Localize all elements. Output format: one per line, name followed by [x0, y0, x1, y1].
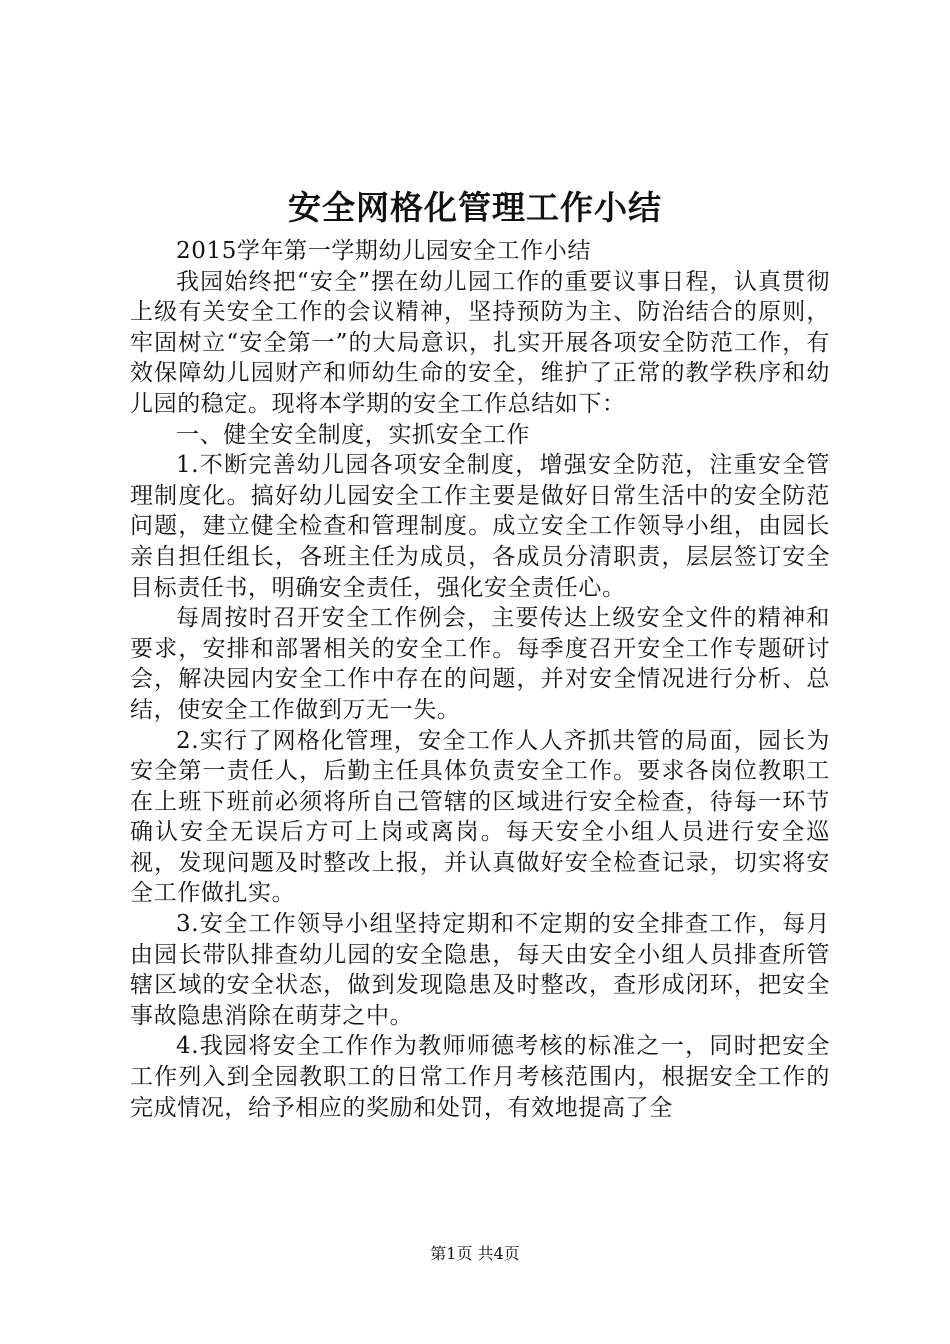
paragraph-weekly-meeting: 每周按时召开安全工作例会，主要传达上级安全文件的精神和要求，安排和部署相关的安全工作。每季度召开安全工作专题研讨会，解决园内安全工作中存在的问题，并对安全情况进行分析、总结，使安全工作做到万无一失。: [130, 605, 830, 723]
paragraph-item-4: 4.我园将安全工作作为教师师德考核的标准之一，同时把安全工作列入到全园教职工的日常工作月考核范围内，根据安全工作的完成情况，给予相应的奖励和处罚，有效地提高了全: [130, 1033, 830, 1121]
paragraph-item-1: 1.不断完善幼儿园各项安全制度，增强安全防范，注重安全管理制度化。搞好幼儿园安全工作主要是做好日常生活中的安全防范问题，建立健全检查和管理制度。成立安全工作领导小组，由园长亲自担任组长，各班主任为成员，各成员分清职责，层层签订安全目标责任书，明确安全责任，强化安全责任心。: [130, 452, 830, 601]
document-body: [130, 236, 830, 1123]
page-number-footer: 第1页 共4页: [430, 1244, 520, 1263]
section-heading-1: 一、健全安全制度，实抓安全工作: [176, 421, 530, 448]
document-title: 安全网格化管理工作小结: [288, 188, 662, 227]
paragraph-intro: 我园始终把“安全”摆在幼儿园工作的重要议事日程，认真贯彻上级有关安全工作的会议精神，坚持预防为主、防治结合的原则，牢固树立“安全第一”的大局意识，扎实开展各项安全防范工作，有效保障幼儿园财产和师幼生命的安全，维护了正常的教学秩序和幼儿园的稳定。现将本学期的安全工作总结如下：: [130, 268, 830, 417]
paragraph-subtitle: 2015学年第一学期幼儿园安全工作小结: [176, 238, 591, 264]
paragraph-item-3: 3.安全工作领导小组坚持定期和不定期的安全排查工作，每月由园长带队排查幼儿园的安全隐患，每天由安全小组人员排查所管辖区域的安全状态，做到发现隐患及时整改，查形成闭环，把安全事故隐患消除在萌芽之中。: [130, 911, 830, 1029]
paragraph-item-2: 2.实行了网格化管理，安全工作人人齐抓共管的局面，园长为安全第一责任人，后勤主任具体负责安全工作。要求各岗位教职工在上班下班前必须将所自己管辖的区域进行安全检查，待每一环节确认安全无误后方可上岗或离岗。每天安全小组人员进行安全巡视，发现问题及时整改上报，并认真做好安全检查记录，切实将安全工作做扎实。: [130, 727, 830, 907]
